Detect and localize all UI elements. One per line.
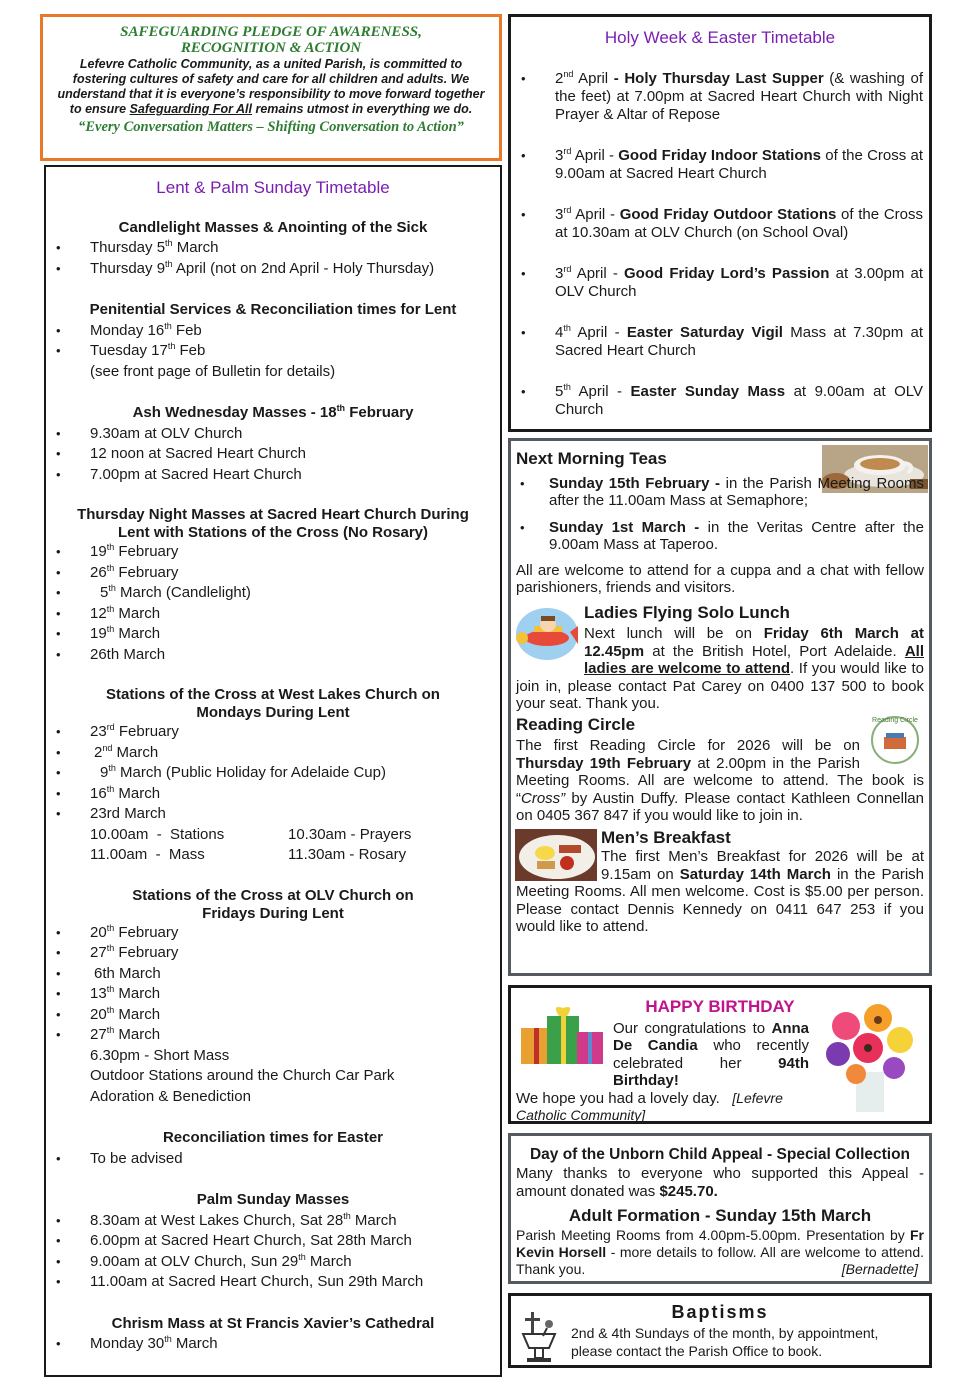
- list-item: • 12th March: [52, 604, 494, 625]
- list-item: • 2nd April - Holy Thursday Last Supper (& washing of the feet) at 7.00pm at Sacred Heart Church with Night Prayer & Altar of Repose: [517, 70, 923, 124]
- flower-bouquet-photo: [816, 992, 924, 1116]
- ash-wednesday-heading: Ash Wednesday Masses - 18th February: [132, 403, 414, 421]
- west-lakes-times-row: 10.00am - Stations 10.30am - Prayers: [90, 825, 412, 843]
- list-item: • 27th March: [52, 1025, 494, 1046]
- olv-note: Outdoor Stations around the Church Car Park: [90, 1067, 395, 1084]
- list-item: • To be advised: [52, 1149, 494, 1170]
- flying-solo-text: Next lunch will be on Friday 6th March at 12.45pm at the British Hotel, Port Adelaide. All ladies are welcome to attend. If you would like to join in, please contact Pat Carey on 0400 137 500 to book your seat. Thank you.: [516, 625, 924, 712]
- morning-teas-title: Next Morning Teas: [516, 449, 667, 468]
- list-item: • Thursday 9th April (not on 2nd April - Holy Thursday): [52, 259, 494, 280]
- morning-teas-welcome: All are welcome to attend for a cuppa and a chat with fellow parishioners, friends and visitors.: [516, 561, 924, 596]
- list-item: • 8.30am at West Lakes Church, Sat 28th March: [52, 1211, 494, 1232]
- list-item: • 5th April - Easter Sunday Mass at 9.00am at OLV Church: [517, 383, 923, 419]
- list-item: • 3rd April - Good Friday Indoor Stations of the Cross at 9.00am at Sacred Heart Church: [517, 147, 923, 183]
- list-item: • Sunday 15th February - in the Parish Meeting Rooms after the 11.00am Mass at Semaphore;: [516, 475, 924, 510]
- baptisms-box: [508, 1293, 932, 1368]
- safeguarding-link-text: Safeguarding For All: [129, 102, 253, 116]
- list-item: • 3rd April - Good Friday Lord’s Passion at 3.00pm at OLV Church: [517, 265, 923, 301]
- list-item: • Thursday 5th March: [52, 238, 494, 259]
- penitential-note: (see front page of Bulletin for details): [90, 362, 336, 380]
- list-item: • 4th April - Easter Saturday Vigil Mass at 7.30pm at Sacred Heart Church: [517, 324, 923, 360]
- flying-solo-title: Ladies Flying Solo Lunch: [584, 602, 790, 622]
- lent-title: Lent & Palm Sunday Timetable: [156, 178, 390, 197]
- pledge-quote: “Every Conversation Matters – Shifting Conversation to Action”: [78, 119, 464, 135]
- reading-circle-badge-label: Reading Circle: [872, 717, 918, 724]
- list-item: • Monday 30th March: [52, 1334, 494, 1355]
- reconciliation-heading: Reconciliation times for Easter: [162, 1129, 384, 1146]
- list-item: • 6.00pm at Sacred Heart Church, Sat 28th March: [52, 1231, 494, 1252]
- reading-circle-title: Reading Circle: [516, 714, 636, 734]
- adult-formation-text: Parish Meeting Rooms from 4.00pm-5.00pm. Presentation by Fr Kevin Horsell - more details to follow. All are welcome to attend. Thank you. [Bernadette]: [516, 1227, 924, 1277]
- candlelight-heading: Candlelight Masses & Anointing of the Sick: [118, 218, 428, 236]
- list-item: • 19th February: [52, 542, 494, 563]
- reading-circle-badge: [864, 715, 926, 765]
- west-lakes-times-row: 11.00am - Mass 11.30am - Rosary: [90, 846, 407, 863]
- thursday-night-heading: Thursday Night Masses at Sacred Heart Church During Lent with Stations of the Cross (No Rosary): [77, 506, 469, 541]
- list-item: • 9.30am at OLV Church: [52, 424, 494, 445]
- birthday-box: [508, 985, 932, 1124]
- list-item: • 23rd March: [52, 804, 494, 825]
- safeguarding-pledge-box: [40, 14, 502, 161]
- olv-note: 6.30pm - Short Mass: [90, 1046, 230, 1064]
- baptisms-text: 2nd & 4th Sundays of the month, by appointment, please contact the Parish Office to book.: [571, 1325, 879, 1359]
- list-item: • 20th March: [52, 1005, 494, 1026]
- birthday-text: Our congratulations to Anna De Candia who recently celebrated her 94th Birthday!: [613, 1019, 809, 1089]
- list-item: • 16th March: [52, 784, 494, 805]
- list-item: • 23rd February: [52, 722, 494, 743]
- list-item: • 27th February: [52, 943, 494, 964]
- unborn-appeal-title: Day of the Unborn Child Appeal - Special Collection: [529, 1146, 911, 1163]
- adult-formation-title: Adult Formation - Sunday 15th March: [568, 1206, 872, 1225]
- gift-boxes-icon: [519, 1002, 605, 1068]
- list-item: • 6th March: [52, 964, 494, 985]
- birthday-text-tail: We hope you had a lovely day. [Lefevre Catholic Community]: [516, 1089, 783, 1123]
- list-item: • 9.00am at OLV Church, Sun 29th March: [52, 1252, 494, 1273]
- west-lakes-heading: Stations of the Cross at West Lakes Church on Mondays During Lent: [106, 686, 440, 721]
- breakfast-plate-photo: [515, 829, 597, 881]
- holy-week-title: Holy Week & Easter Timetable: [604, 28, 836, 47]
- lent-timetable-box: [44, 165, 502, 1377]
- birthday-title: HAPPY BIRTHDAY: [645, 997, 795, 1016]
- list-item: • 12 noon at Sacred Heart Church: [52, 444, 494, 465]
- list-item: • Sunday 1st March - in the Veritas Centre after the 9.00am Mass at Taperoo.: [516, 519, 924, 554]
- reading-circle-text: The first Reading Circle for 2026 will be on Thursday 19th February at 2.00pm in the Parish Meeting Rooms. All are welcome to attend. The book is “Cross” by Austin Duffy. Please contact Kathleen Connellan on 0405 367 847 if you would like to join in.: [516, 737, 924, 824]
- olv-stations-heading: Stations of the Cross at OLV Church on Fridays During Lent: [132, 886, 414, 922]
- unborn-appeal-text: Many thanks to everyone who supported this Appeal - amount donated was $245.70.: [516, 1165, 924, 1200]
- list-item: • Tuesday 17th Feb: [52, 341, 494, 362]
- mens-breakfast-title: Men’s Breakfast: [601, 827, 731, 847]
- appeal-formation-box: [508, 1133, 932, 1284]
- list-item: • 19th March: [52, 624, 494, 645]
- list-item: • 5th March (Candlelight): [52, 583, 494, 604]
- list-item: • 26th March: [52, 645, 494, 666]
- list-item: • Monday 16th Feb: [52, 321, 494, 342]
- holy-week-box: [508, 14, 932, 432]
- list-item: • 7.00pm at Sacred Heart Church: [52, 465, 494, 486]
- pledge-title: SAFEGUARDING PLEDGE OF AWARENESS, RECOGNITION & ACTION: [120, 24, 422, 56]
- baptism-font-icon: [517, 1304, 561, 1364]
- list-item: • 9th March (Public Holiday for Adelaide Cup): [52, 763, 494, 784]
- flying-plane-icon: [514, 604, 580, 662]
- list-item: • 3rd April - Good Friday Outdoor Stations of the Cross at 10.30am at OLV Church (on School Oval): [517, 206, 923, 242]
- list-item: • 26th February: [52, 563, 494, 584]
- list-item: • 20th February: [52, 923, 494, 944]
- chrism-mass-heading: Chrism Mass at St Francis Xavier’s Cathedral: [111, 1314, 435, 1332]
- baptisms-title: Baptisms: [671, 1302, 769, 1322]
- community-events-box: [508, 438, 932, 976]
- palm-sunday-heading: Palm Sunday Masses: [196, 1191, 350, 1208]
- list-item: • 11.00am at Sacred Heart Church, Sun 29th March: [52, 1272, 494, 1293]
- list-item: • 13th March: [52, 984, 494, 1005]
- olv-note: Adoration & Benediction: [90, 1087, 251, 1105]
- mens-breakfast-text: The first Men’s Breakfast for 2026 will be at 9.15am on Saturday 14th March in the Parish Meeting Rooms. All men welcome. Cost is $5.00 per person. Please contact Dennis Kennedy on 0411 647 253 if you would like to attend.: [516, 848, 925, 935]
- penitential-heading: Penitential Services & Reconciliation times for Lent: [89, 301, 457, 318]
- pledge-body: Lefevre Catholic Community, as a united Parish, is committed to fostering cultures of safety and care for all children and adults. We understand that it is everyone’s responsibility to move forward together to ensure Safeguarding For All remains utmost in everything we do.: [57, 57, 485, 116]
- list-item: • 2nd March: [52, 743, 494, 764]
